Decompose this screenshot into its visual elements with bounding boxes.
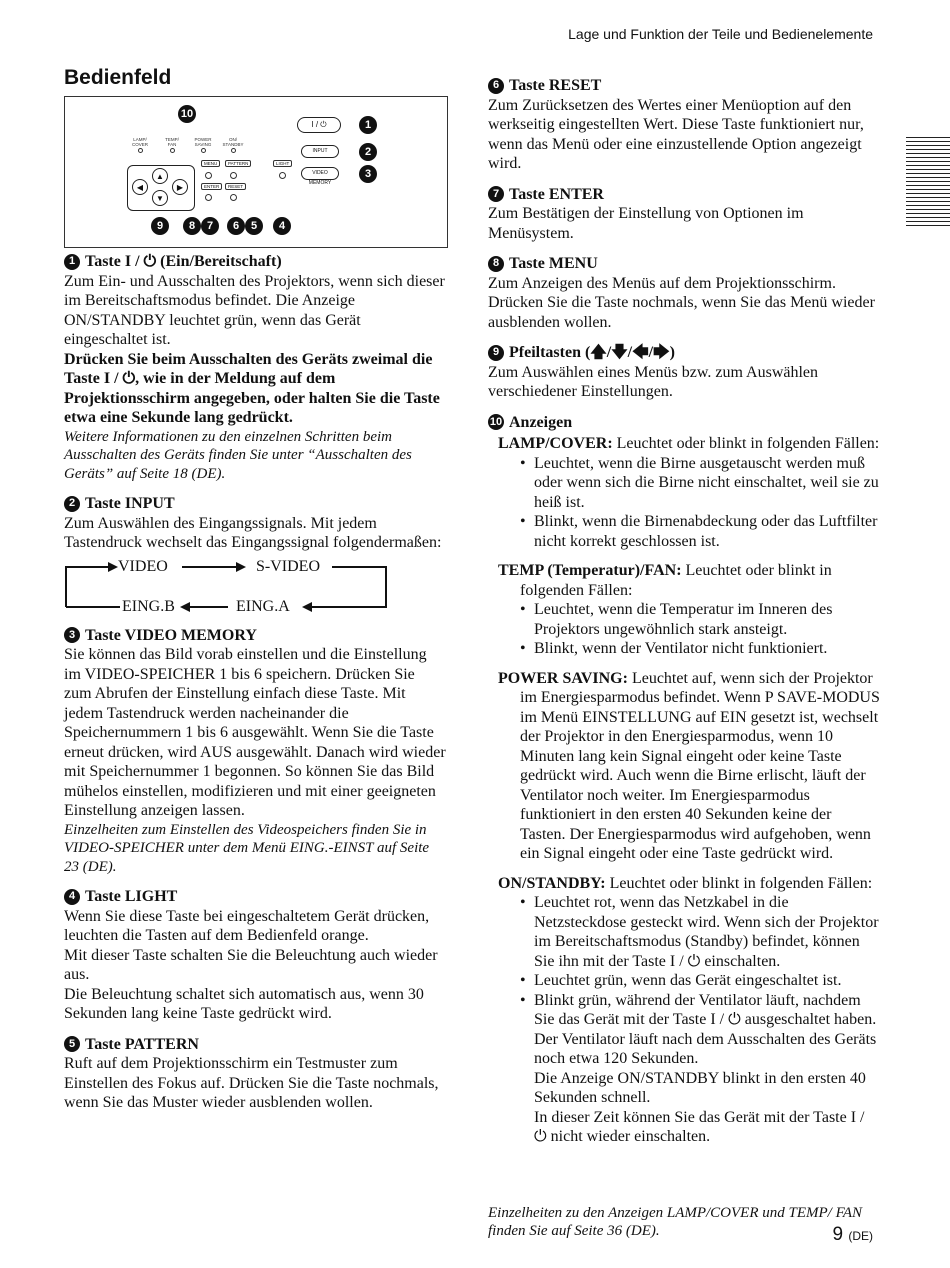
bullet-item: • Leuchtet, wenn die Birne ausgetauscht werden muß oder wenn sich die Birne nicht einschaltet, weil sie zu heiß ist. (520, 454, 880, 513)
item-arrows (488, 343, 880, 402)
callout-9: 9 (151, 217, 169, 235)
input-cycle-diagram (64, 559, 394, 615)
arrow-right-icon: ▶ (172, 179, 188, 195)
indicator-power-saving: POWER SAVING (191, 137, 215, 153)
bullet-item: • Blinkt, wenn die Birnenabdeckung oder das Luftfilter nicht korrekt geschlossen ist. (520, 512, 880, 551)
light-button-icon (279, 172, 286, 179)
bullet-item: • Leuchtet, wenn die Temperatur im Inneren des Projektors ungewöhnlich stark ansteigt. (520, 600, 880, 639)
item-title: Taste ENTER (509, 185, 604, 203)
item-text: Zum Auswählen des Eingangssignals. Mit jedem Tastendruck wechselt das Eingangssignal folgendermaßen: (64, 514, 442, 551)
item-text: Zum Bestätigen der Einstellung von Optionen im Menüsystem. (488, 205, 804, 242)
left-column (64, 252, 446, 1124)
item-number: 6 (488, 78, 504, 94)
item-number: 7 (488, 186, 504, 202)
item-reference: Einzelheiten zum Einstellen des Videospeichers finden Sie in VIDEO-SPEICHER unter dem Menü EING.-EINST auf Seite 23 (DE). (64, 821, 430, 875)
item-title: Taste VIDEO MEMORY (85, 626, 257, 644)
callout-5: 5 (245, 217, 263, 235)
enter-button-icon (205, 194, 212, 201)
menu-button-icon (205, 172, 212, 179)
bullet-item: • Leuchtet grün, wenn das Gerät eingeschaltet ist. (520, 971, 880, 991)
item-text: Mit dieser Taste schalten Sie die Beleuchtung auch wieder aus. (64, 946, 438, 983)
item-number: 2 (64, 496, 80, 512)
indicator-light-icon (201, 148, 206, 153)
pattern-button-icon (230, 172, 237, 179)
item-text: Zum Auswählen eines Menüs bzw. zum Auswählen verschiedener Einstellungen. (488, 363, 819, 400)
item-text: Wenn Sie diese Taste bei eingeschaltetem Gerät drücken, leuchten die Tasten auf dem Bedienfeld orange. (64, 907, 430, 944)
item-warning: Drücken Sie beim Ausschalten des Geräts zweimal die Taste I / ⏻, wie in der Meldung auf dem Projektionsschirm angegeben, oder halten Sie die Taste etwa eine Sekunde lang gedrückt. (64, 350, 440, 426)
indicator-text: Leuchtet auf, wenn sich der Projektor im Energiesparmodus befindet. Wenn P SAVE-MODUS im Menü EINSTELLUNG auf EIN gesetzt ist, wechselt der Projektor in den Energiesparmodus, wenn 10 Minuten lang kein Signal eingeht oder keine Taste gedrückt wird. Auch wenn die Birne erlischt, läuft der Ventilator noch weiter. Im Energiesparmodus funktioniert in den ersten 40 Sekunden keine der Tasten. Der Energiesparmodus wird aufgehoben, wenn ein Signal eingeht oder eine Taste gedrückt wird. (520, 669, 880, 862)
item-title: Taste INPUT (85, 495, 175, 512)
item-title: Pfeiltasten (🡅/🡇/🡄/🡆) (509, 344, 675, 361)
indicator-lamp-cover-desc (498, 434, 880, 551)
section-title: Bedienfeld (64, 66, 172, 89)
callout-3: 3 (359, 165, 377, 183)
indicator-temp-fan-desc (498, 561, 880, 659)
item-title: Taste LIGHT (85, 888, 178, 905)
callout-8: 8 (183, 217, 201, 235)
flow-video: VIDEO (118, 557, 168, 575)
cycle-arrows (64, 559, 394, 615)
item-number: 10 (488, 414, 504, 430)
bullet-item: • Blinkt grün, während der Ventilator läuft, nachdem Sie das Gerät mit der Taste I / ⏻ ausgeschaltet haben. Der Ventilator läuft nach dem Ausschalten des Geräts noch etwa 120 Sekunden. (520, 991, 880, 1069)
flow-s-video: S-VIDEO (256, 557, 320, 575)
item-text: Zum Anzeigen des Menüs auf dem Projektionsschirm. Drücken Sie die Taste nochmals, wenn Sie das Menü wieder ausblenden wollen. (488, 274, 875, 331)
indicator-light-icon (170, 148, 175, 153)
item-video-memory (64, 626, 446, 877)
indicator-text: Leuchtet oder blinkt in folgenden Fällen: (609, 874, 873, 892)
item-indicators (488, 413, 880, 433)
item-light (64, 887, 446, 1024)
bullet-item: • Leuchtet rot, wenn das Netzkabel in die Netzsteckdose gesteckt wird. Wenn sich der Projektor im Bereitschaftsmodus (Standby) befindet, können Sie ihn mit der Taste I / ⏻ einschalten. (520, 893, 880, 971)
item-text: Zum Zurücksetzen des Wertes einer Menüoption auf den werkseitig eingestellten Wert. Diese Taste funktioniert nur, wenn das Menü oder eine einzustellende Option angezeigt wird. (488, 96, 864, 172)
item-title: Anzeigen (509, 413, 573, 431)
flow-eing-b: EING.B (122, 597, 175, 615)
power-button: I / ⏻ (297, 117, 341, 133)
item-text: Sie können das Bild vorab einstellen und die Einstellung im VIDEO-SPEICHER 1 bis 6 speichern. Drücken Sie zum Abrufen der Einstellung einfach diese Taste. Mit jedem Tastendruck werden nacheinander die Speichernummern 1 bis 6 ausgewählt. Wenn Sie die Taste erneut drücken, wird AUS ausgewählt. Danach wird wieder mit Speichernummer 1 begonnen. So können Sie das Bild mühelos einstellen, modifizieren und mit einer geeigneten Einstellung anzeigen lassen. (64, 646, 446, 819)
indicator-light-icon (138, 148, 143, 153)
item-power (64, 252, 446, 483)
indicator-label: ON/STANDBY: (498, 874, 606, 892)
flow-eing-a: EING.A (236, 597, 290, 615)
callout-2: 2 (359, 143, 377, 161)
reset-button-label: RESET (225, 183, 246, 190)
item-reference: Weitere Informationen zu den einzelnen Schritten beim Ausschalten des Geräts finden Sie unter “Ausschalten des Geräts” auf Seite 18 (DE). (64, 428, 412, 482)
item-number: 1 (64, 254, 80, 270)
item-text: Die Beleuchtung schaltet sich automatisch aus, wenn 30 Sekunden lang keine Taste gedrückt wird. (64, 985, 424, 1022)
item-number: 8 (488, 256, 504, 272)
item-pattern (64, 1035, 446, 1113)
pattern-button-label: PATTERN (225, 160, 251, 167)
callout-6: 6 (227, 217, 245, 235)
running-header: Lage und Funktion der Teile und Bedienelemente (568, 26, 873, 42)
item-title: Taste RESET (509, 77, 602, 94)
item-menu (488, 254, 880, 332)
item-number: 9 (488, 345, 504, 361)
indicator-on-standby-desc (498, 874, 880, 1147)
callout-7: 7 (201, 217, 219, 235)
indicator-text: Leuchtet oder blinkt in folgenden Fällen: (616, 435, 880, 452)
indicator-note: In dieser Zeit können Sie das Gerät mit der Taste I / ⏻ nicht wieder einschalten. (534, 1108, 865, 1145)
indicator-label: POWER SAVING: (498, 669, 628, 687)
reset-button-icon (230, 194, 237, 201)
arrow-left-icon: ◀ (132, 179, 148, 195)
item-text: Zum Ein- und Ausschalten des Projektors, wenn sich dieser im Bereitschaftsmodus befindet. Die Anzeige ON/STANDBY leuchtet grün, wenn das Gerät eingeschaltet ist. (64, 272, 445, 348)
callout-4: 4 (273, 217, 291, 235)
page-number: 9 (DE) (832, 1224, 873, 1245)
bullet-item: • Blinkt, wenn der Ventilator nicht funktioniert. (520, 639, 880, 659)
item-input (64, 494, 446, 615)
item-number: 3 (64, 627, 80, 643)
right-column (488, 76, 880, 1157)
item-title: Taste MENU (509, 255, 598, 272)
item-reset (488, 76, 880, 174)
item-title: Taste I / ⏻ (Ein/Bereitschaft) (85, 253, 282, 270)
arrow-down-icon: ▼ (152, 190, 168, 206)
indicator-label: LAMP/COVER: (498, 435, 613, 452)
indicator-label: TEMP (Temperatur)/FAN: (498, 562, 682, 579)
thumb-index-mark (906, 137, 950, 227)
item-title: Taste PATTERN (85, 1035, 199, 1053)
menu-button-label: MENU (201, 160, 220, 167)
enter-button-label: ENTER (201, 183, 222, 190)
indicator-note: Die Anzeige ON/STANDBY blinkt in den ersten 40 Sekunden schnell. (534, 1069, 866, 1106)
item-number: 5 (64, 1036, 80, 1052)
indicator-power-saving-desc (498, 669, 880, 864)
video-memory-button: VIDEO MEMORY (301, 167, 339, 180)
callout-10: 10 (178, 105, 196, 123)
item-number: 4 (64, 889, 80, 905)
light-button-label: LIGHT (273, 160, 292, 167)
indicator-temp-fan: TEMP/ FAN (161, 137, 183, 153)
indicator-lamp-cover: LAMP/ COVER (129, 137, 151, 153)
item-enter (488, 185, 880, 244)
arrow-up-icon: ▲ (152, 168, 168, 184)
indicator-light-icon (231, 148, 236, 153)
control-panel-diagram (64, 96, 448, 248)
arrow-key-pad (127, 165, 195, 211)
footnote: Einzelheiten zu den Anzeigen LAMP/COVER und TEMP/ FAN finden Sie auf Seite 36 (DE). (488, 1205, 862, 1239)
callout-1: 1 (359, 116, 377, 134)
indicator-text: Leuchtet oder blinkt in folgenden Fällen: (520, 562, 832, 599)
item-text: Ruft auf dem Projektionsschirm ein Testmuster zum Einstellen des Fokus auf. Drücken Sie die Taste nochmals, wenn Sie das Muster wieder ausblenden wollen. (64, 1055, 439, 1111)
input-button: INPUT (301, 145, 339, 158)
indicator-on-standby: ON/ STANDBY (221, 137, 245, 153)
